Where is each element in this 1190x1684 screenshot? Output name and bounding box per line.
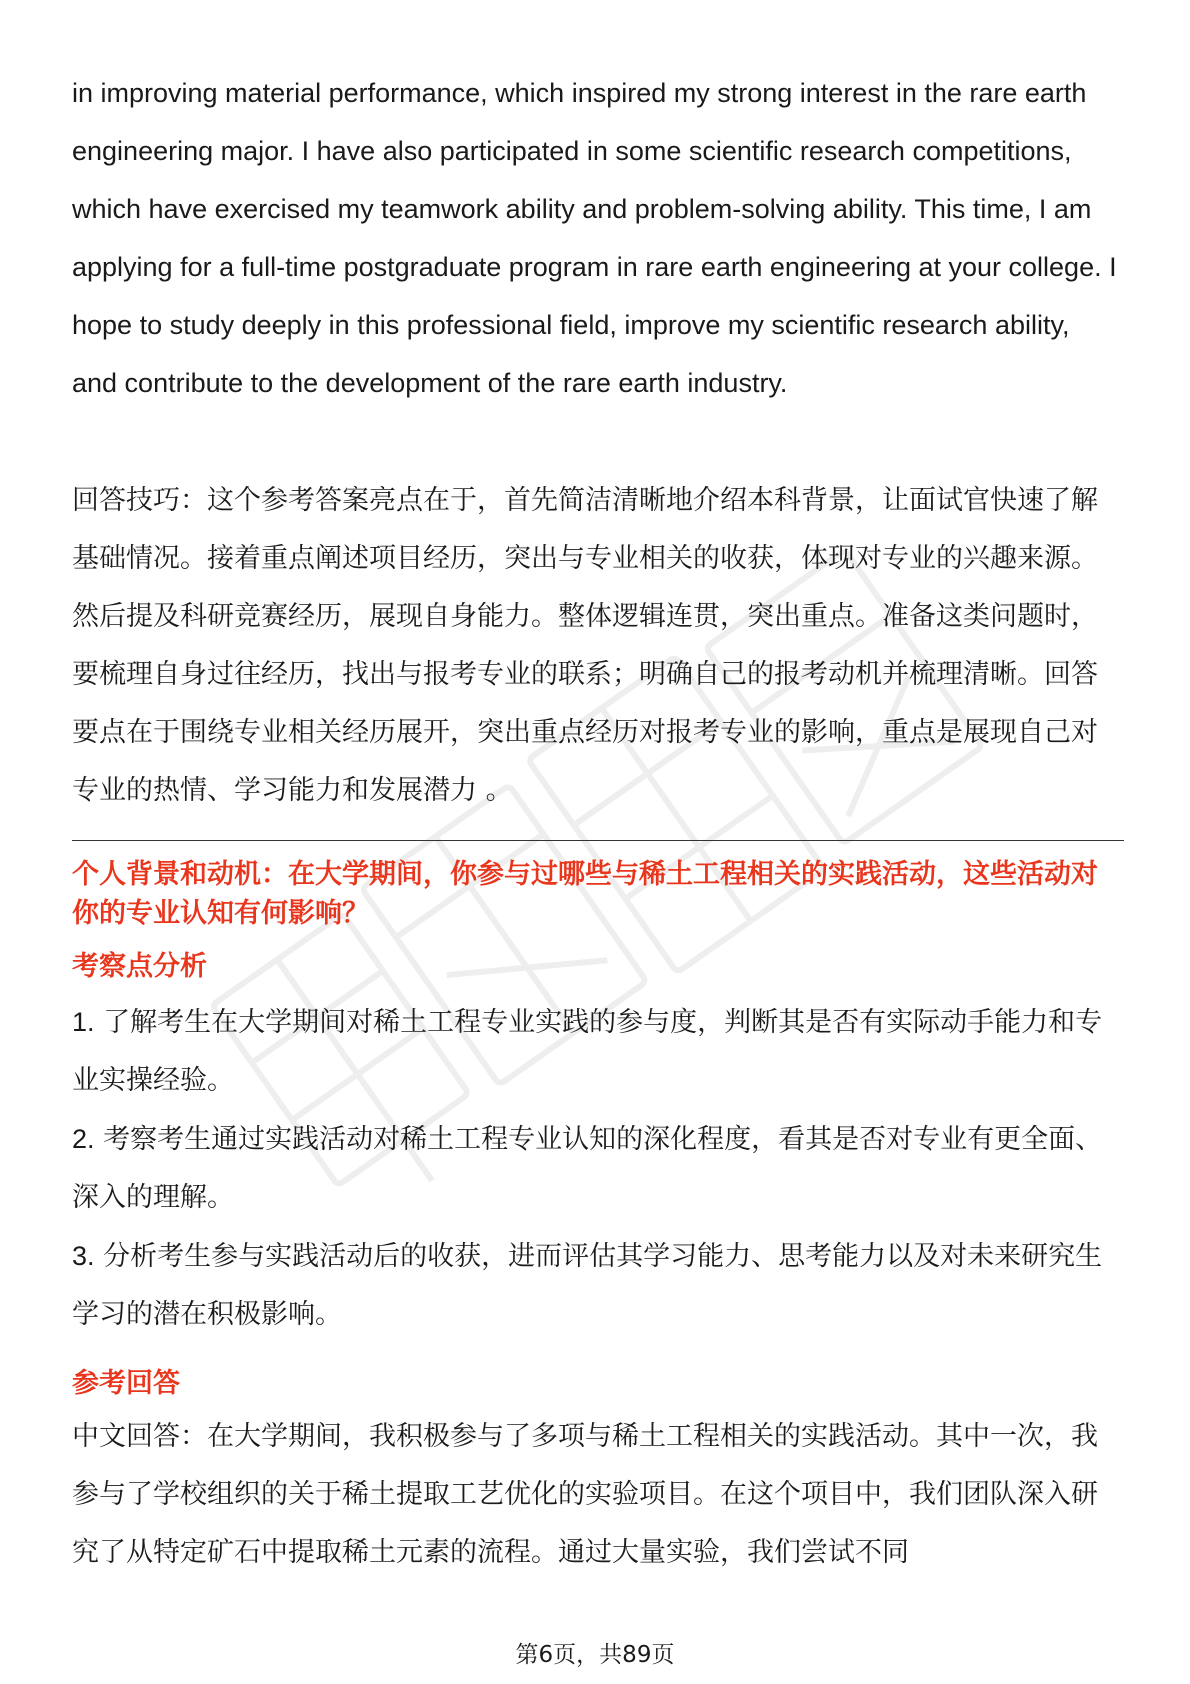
page-footer: 第6页，共89页	[515, 1642, 675, 1668]
list-item-text: 了解考生在大学期间对稀土工程专业实践的参与度，判断其是否有实际动手能力和专业实操经验。	[72, 1007, 1103, 1096]
analysis-item	[72, 993, 1122, 1110]
analysis-item	[72, 1110, 1122, 1227]
analysis-heading: 考察点分析	[72, 951, 207, 982]
list-item-number: 3.	[72, 1241, 95, 1271]
document-page	[72, 64, 1122, 1582]
reference-answer-text: 中文回答：在大学期间，我积极参与了多项与稀土工程相关的实践活动。其中一次，我参与了学校组织的关于稀土提取工艺优化的实验项目。在这个项目中，我们团队深入研究了从特定矿石中提取稀土元素的流程。通过大量实验，我们尝试不同	[72, 1421, 1098, 1568]
reference-answer-heading: 参考回答	[72, 1368, 180, 1399]
intro-paragraph: in improving material performance, which inspired my strong interest in the rare earth engineering major. I have also participated in some scientific research competitions, which have exercised my teamwork ability and problem-solving ability. This time, I am applying for a full-time postgraduate program in rare earth engineering at your college. I hope to study deeply in this professional field, improve my scientific research ability, and contribute to the development of the rare earth industry.	[72, 78, 1117, 398]
section-divider	[72, 840, 1124, 841]
analysis-list	[72, 993, 1122, 1344]
answer-tips-paragraph: 回答技巧：这个参考答案亮点在于，首先简洁清晰地介绍本科背景，让面试官快速了解基础情况。接着重点阐述项目经历，突出与专业相关的收获，体现对专业的兴趣来源。然后提及科研竞赛经历，展现自身能力。整体逻辑连贯，突出重点。准备这类问题时，要梳理自身过往经历，找出与报考专业的联系；明确自己的报考动机并梳理清晰。回答要点在于围绕专业相关经历展开，突出重点经历对报考专业的影响，重点是展现自己对专业的热情、学习能力和发展潜力 。	[72, 485, 1098, 806]
question-heading: 个人背景和动机：在大学期间，你参与过哪些与稀土工程相关的实践活动，这些活动对你的专业认知有何影响？	[72, 859, 1098, 929]
list-item-number: 2.	[72, 1124, 95, 1154]
analysis-item	[72, 1227, 1122, 1344]
list-item-text: 考察考生通过实践活动对稀土工程专业认知的深化程度，看其是否对专业有更全面、深入的理解。	[72, 1124, 1103, 1213]
list-item-text: 分析考生参与实践活动后的收获，进而评估其学习能力、思考能力以及对未来研究生学习的潜在积极影响。	[72, 1241, 1103, 1330]
list-item-number: 1.	[72, 1007, 95, 1037]
